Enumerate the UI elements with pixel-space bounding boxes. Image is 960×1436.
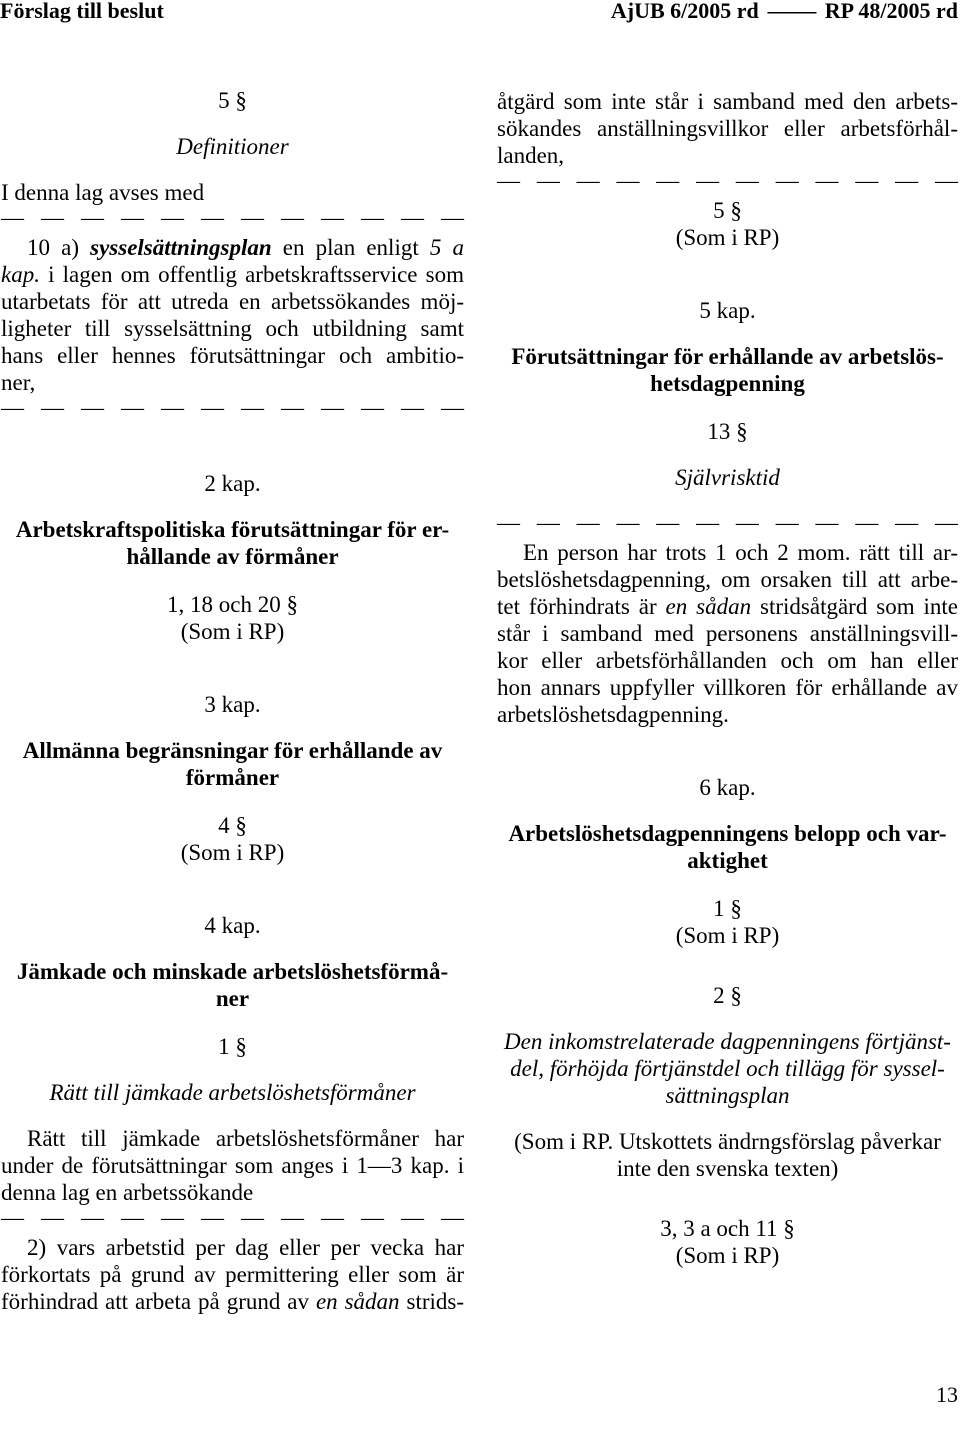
chapter-title-line: Förutsättningar för erhållande av arbetslös- bbox=[511, 344, 944, 369]
chapter-title bbox=[1, 958, 464, 1012]
status-note bbox=[497, 922, 958, 949]
section-number-line: 2 § bbox=[713, 983, 742, 1008]
section-number-line: 4 § bbox=[218, 813, 247, 838]
section-number bbox=[1, 87, 464, 114]
omission-mark bbox=[1, 394, 464, 421]
section-number bbox=[1, 1033, 464, 1060]
chapter-title-line: Allmänna begränsningar för erhållande av bbox=[22, 738, 443, 763]
paragraph-line bbox=[1, 261, 464, 288]
page-number: 13 bbox=[936, 1382, 958, 1407]
chapter-number-line: 6 kap. bbox=[699, 775, 756, 800]
chapter-title-line: ner bbox=[215, 986, 250, 1011]
section-number-line: 5 § bbox=[713, 198, 742, 223]
paragraph-line: ner, bbox=[1, 370, 36, 395]
chapter-title bbox=[1, 516, 464, 570]
paragraph bbox=[1, 1234, 464, 1315]
status-note bbox=[1, 839, 464, 866]
chapter-title bbox=[497, 343, 958, 397]
emphasized-text: 5 a bbox=[429, 235, 465, 260]
section-number bbox=[497, 197, 958, 224]
section-title bbox=[1, 133, 464, 160]
omission-mark bbox=[497, 167, 958, 194]
paragraph-line: betslöshetsdagpenning, om orsaken till att arbe- bbox=[497, 567, 958, 592]
intro-text bbox=[1, 179, 464, 206]
text-run: i lagen om offentlig arbetskraftsservice som bbox=[39, 262, 464, 287]
reference-separator: — bbox=[767, 0, 816, 23]
chapter-number bbox=[1, 912, 464, 939]
committee-note bbox=[497, 1128, 958, 1182]
omission-mark bbox=[497, 509, 958, 536]
text-run: strids- bbox=[399, 1289, 464, 1314]
chapter-title-line: aktighet bbox=[687, 848, 768, 873]
text-run: stridsåtgärd som inte bbox=[751, 594, 958, 619]
committee-report-id: AjUB 6/2005 rd bbox=[610, 0, 759, 23]
section-title-line: Definitioner bbox=[176, 134, 289, 159]
paragraph-line: sökandes anställningsvillkor eller arbetsförhål- bbox=[497, 116, 958, 141]
status-note-line: (Som i RP) bbox=[180, 840, 285, 865]
omission-mark-line: — — — — — — — — — — — — bbox=[1, 205, 464, 230]
paragraph-line: ligheter till sysselsättning och utbildning samt bbox=[1, 316, 464, 341]
paragraph bbox=[1, 1125, 464, 1206]
paragraph-line: arbetslöshetsdagpenning. bbox=[497, 702, 729, 727]
chapter-title bbox=[1, 737, 464, 791]
omission-mark bbox=[1, 204, 464, 231]
section-title bbox=[497, 1028, 958, 1109]
section-number bbox=[497, 982, 958, 1009]
paragraph-line: utarbetats för att utreda en arbetssökandes möj- bbox=[1, 289, 464, 314]
text-run: förhindrad att arbeta på grund av bbox=[1, 1289, 316, 1314]
section-number bbox=[497, 1215, 958, 1242]
section-title bbox=[497, 464, 958, 491]
paragraph-line: åtgärd som inte står i samband med den arbets- bbox=[497, 89, 958, 114]
document-category: Förslag till beslut bbox=[0, 0, 164, 23]
section-title-line: Den inkomstrelaterade dagpenningens förtjänst- bbox=[504, 1029, 951, 1054]
section-number-line: 13 § bbox=[707, 419, 748, 444]
paragraph-line: Rätt till jämkade arbetslöshetsförmåner har bbox=[27, 1126, 464, 1151]
chapter-number-line: 3 kap. bbox=[204, 692, 261, 717]
paragraph-line: 2) vars arbetstid per dag eller per vecka har bbox=[27, 1235, 464, 1260]
chapter-title bbox=[497, 820, 958, 874]
right-column bbox=[497, 88, 958, 1269]
status-note bbox=[497, 1242, 958, 1269]
emphasized-text: sysselsättningsplan bbox=[90, 235, 272, 260]
section-number-line: 3, 3 a och 11 § bbox=[660, 1216, 795, 1241]
chapter-number bbox=[1, 470, 464, 497]
text-run: tet förhindrats är bbox=[497, 594, 666, 619]
status-note-line: (Som i RP) bbox=[675, 225, 780, 250]
status-note bbox=[1, 618, 464, 645]
text-run: 10 a) bbox=[27, 235, 91, 260]
section-number-line: 1 § bbox=[713, 896, 742, 921]
omission-mark-line: — — — — — — — — — — — — bbox=[1, 395, 464, 420]
paragraph-line bbox=[1, 1288, 464, 1315]
paragraph-line: hans eller hennes förutsättningar och ambitio- bbox=[1, 343, 464, 368]
status-note-line: (Som i RP) bbox=[675, 923, 780, 948]
section-number bbox=[1, 812, 464, 839]
committee-note-line: inte den svenska texten) bbox=[616, 1156, 839, 1181]
emphasized-text: en sådan bbox=[315, 1289, 400, 1314]
paragraph-line: står i samband med personens anställningsvill- bbox=[497, 621, 958, 646]
chapter-title-line: hetsdagpenning bbox=[650, 371, 805, 396]
document-reference bbox=[611, 0, 958, 22]
page-header bbox=[0, 0, 960, 24]
government-proposal-id: RP 48/2005 rd bbox=[824, 0, 958, 23]
chapter-number bbox=[497, 774, 958, 801]
chapter-number bbox=[497, 297, 958, 324]
section-title bbox=[1, 1079, 464, 1106]
text-run: en plan enligt bbox=[271, 235, 430, 260]
section-number bbox=[497, 418, 958, 445]
paragraph-line: denna lag en arbetssökande bbox=[1, 1180, 254, 1205]
chapter-number-line: 5 kap. bbox=[699, 298, 756, 323]
paragraph bbox=[497, 88, 958, 169]
status-note-line: (Som i RP) bbox=[675, 1243, 780, 1268]
committee-note-line: (Som i RP. Utskottets ändrngsförslag påverkar bbox=[514, 1129, 941, 1154]
section-title-line: del, förhöjda förtjänstdel och tillägg för syssel- bbox=[510, 1056, 945, 1081]
emphasized-text: kap. bbox=[1, 262, 40, 287]
emphasized-text: en sådan bbox=[665, 594, 752, 619]
chapter-number-line: 2 kap. bbox=[204, 471, 261, 496]
omission-mark bbox=[1, 1204, 464, 1231]
status-note bbox=[497, 224, 958, 251]
chapter-title-line: Arbetslöshetsdagpenningens belopp och var- bbox=[508, 821, 947, 846]
chapter-title-line: förmåner bbox=[185, 765, 280, 790]
section-number-line: 1, 18 och 20 § bbox=[167, 592, 298, 617]
paragraph-line: under de förutsättningar som anges i 1—3 kap. i bbox=[1, 1153, 464, 1178]
chapter-number bbox=[1, 691, 464, 718]
left-column bbox=[1, 87, 464, 1315]
paragraph bbox=[497, 539, 958, 728]
omission-mark-line: — — — — — — — — — — — — bbox=[497, 510, 958, 535]
chapter-title-line: Arbetskraftspolitiska förutsättningar för er- bbox=[15, 517, 450, 542]
status-note-line: (Som i RP) bbox=[180, 619, 285, 644]
section-title-line: Självrisktid bbox=[675, 465, 780, 490]
section-number-line: 1 § bbox=[218, 1034, 247, 1059]
section-title-line: Rätt till jämkade arbetslöshetsförmåner bbox=[49, 1080, 416, 1105]
omission-mark-line: — — — — — — — — — — — — bbox=[1, 1205, 464, 1230]
section-number bbox=[497, 895, 958, 922]
paragraph-line: kor eller arbetsförhållanden och om han eller bbox=[497, 648, 958, 673]
paragraph-line: hon annars uppfyller villkoren för erhållande av bbox=[497, 675, 958, 700]
section-title-line: sättningsplan bbox=[665, 1083, 790, 1108]
chapter-title-line: hållande av förmåner bbox=[126, 544, 339, 569]
paragraph-line: En person har trots 1 och 2 mom. rätt till ar- bbox=[523, 540, 958, 565]
intro-text-line: I denna lag avses med bbox=[1, 180, 205, 205]
paragraph-line: landen, bbox=[497, 143, 565, 168]
paragraph-line bbox=[497, 593, 958, 620]
chapter-number-line: 4 kap. bbox=[204, 913, 261, 938]
paragraph-line: förkortats på grund av permittering eller som är bbox=[1, 1262, 464, 1287]
paragraph-line bbox=[1, 234, 464, 261]
omission-mark-line: — — — — — — — — — — — — bbox=[497, 168, 958, 193]
chapter-title-line: Jämkade och minskade arbetslöshetsförmå- bbox=[16, 959, 449, 984]
section-number bbox=[1, 591, 464, 618]
section-number-line: 5 § bbox=[218, 88, 247, 113]
paragraph bbox=[1, 234, 464, 396]
